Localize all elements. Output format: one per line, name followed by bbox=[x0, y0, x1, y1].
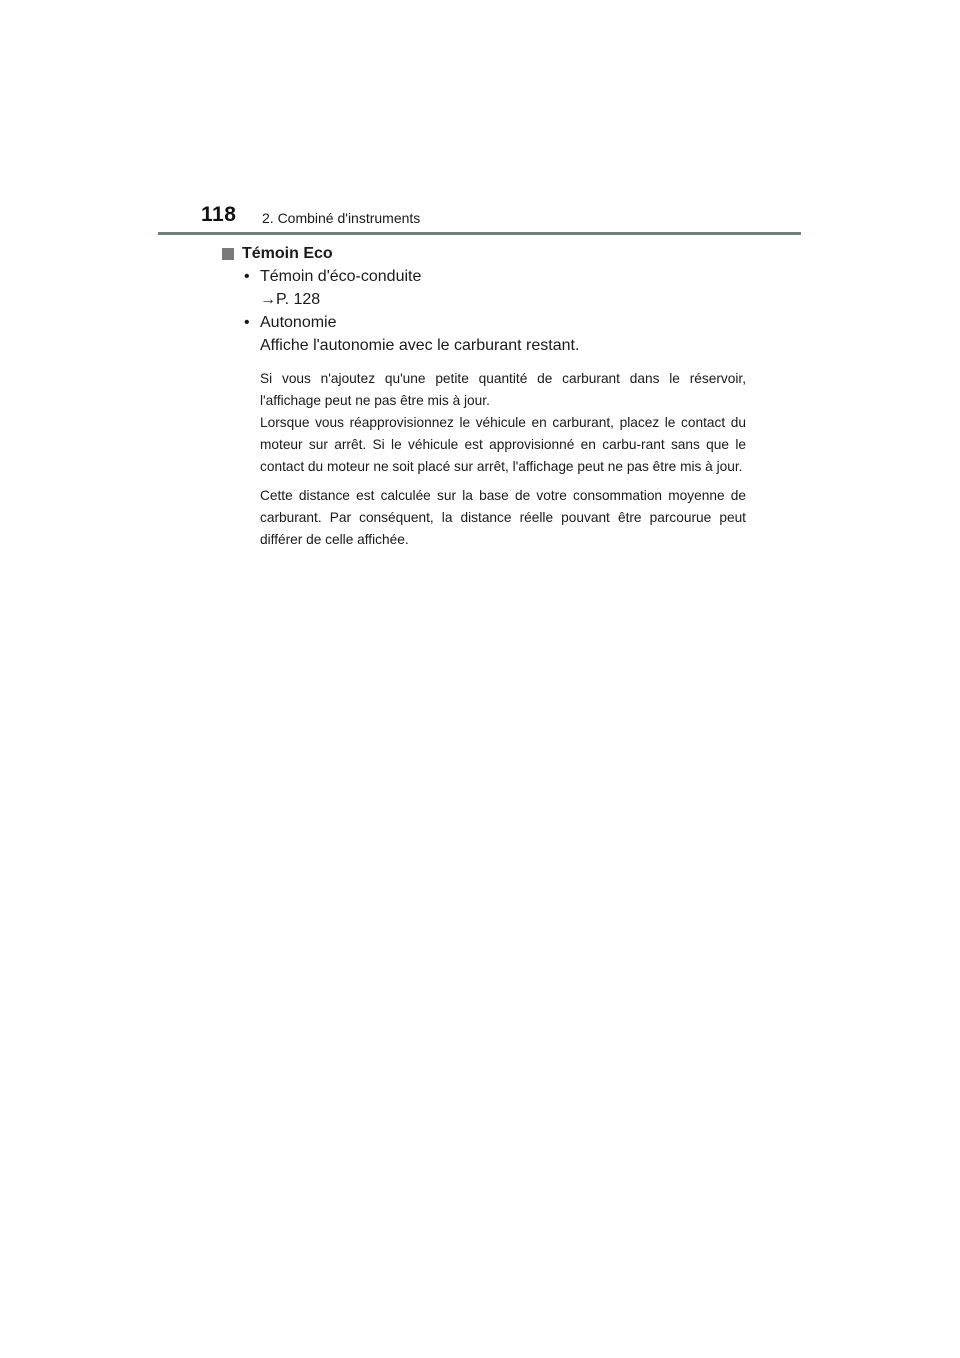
section-title: 2. Combiné d'instruments bbox=[262, 210, 421, 226]
section-heading bbox=[222, 243, 746, 265]
header-rule bbox=[158, 232, 801, 235]
bullet-icon: • bbox=[244, 314, 250, 331]
bullet-icon: • bbox=[244, 268, 250, 285]
list-item-label: Autonomie bbox=[260, 314, 337, 331]
note-paragraph: Lorsque vous réapprovisionnez le véhicule en carburant, placez le contact du moteur sur arrêt. Si le véhicule est approvisionné en carbu-rant sans que le contact du moteur ne soit placé sur arrêt, l'affichage peut ne pas être mis à jour. bbox=[260, 415, 746, 474]
list-item-range bbox=[222, 312, 746, 334]
page-reference-link[interactable]: →P. 128 bbox=[260, 291, 321, 308]
list-item-eco-driving-indicator bbox=[222, 266, 746, 288]
square-bullet-icon bbox=[222, 248, 234, 260]
section-heading-text: Témoin Eco bbox=[242, 245, 333, 262]
item-description: Affiche l'autonomie avec le carburant restant. bbox=[260, 337, 580, 354]
manual-content bbox=[222, 243, 746, 551]
list-item-label: Témoin d'éco-conduite bbox=[260, 268, 422, 285]
note-paragraph: Cette distance est calculée sur la base de votre consommation moyenne de carburant. Par conséquent, la distance réelle pouvant être parcourue peut différer de celle affichée. bbox=[260, 488, 746, 547]
note-paragraph: Si vous n'ajoutez qu'une petite quantité de carburant dans le réservoir, l'affichage peut ne pas être mis à jour. bbox=[260, 371, 746, 408]
page-number: 118 bbox=[201, 203, 237, 226]
